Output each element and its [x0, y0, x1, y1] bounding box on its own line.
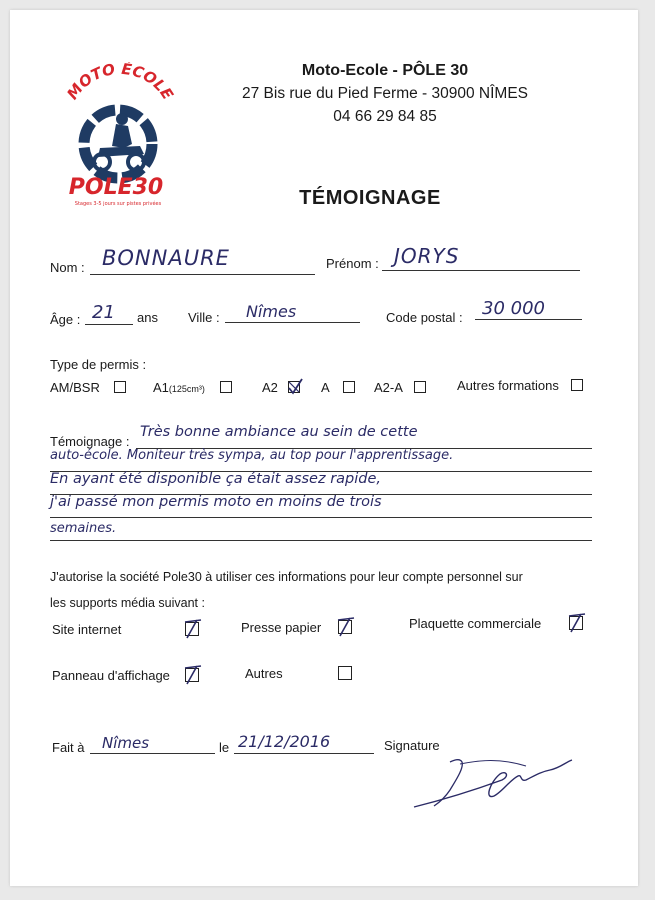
- logo-brand: POLE30: [68, 175, 164, 200]
- autorisation-line-1: J'autorise la société Pole30 à utiliser ces informations pour leur compte personnel sur: [50, 570, 523, 584]
- media-label-plaquette-commerciale: Plaquette commerciale: [409, 616, 542, 631]
- page-title: TÉMOIGNAGE: [299, 187, 441, 209]
- media-checkbox-site-internet[interactable]: [185, 622, 199, 636]
- check-mark-icon: [286, 377, 304, 397]
- media-checkbox-presse-papier[interactable]: [338, 620, 352, 634]
- permis-title: Type de permis :: [50, 357, 147, 372]
- ans-label: ans: [137, 310, 158, 325]
- fait-line: [90, 753, 215, 754]
- temoignage-line-4: [50, 540, 592, 541]
- permis-checkbox-a2[interactable]: [288, 381, 300, 393]
- svg-text:MOTO ÉCOLE: [63, 62, 177, 104]
- ville-line: [225, 322, 360, 323]
- permis-checkbox-a1[interactable]: [220, 381, 232, 393]
- temoignage-text-3[interactable]: j'ai passé mon permis moto en moins de trois: [50, 494, 382, 510]
- school-name: Moto-Ecole - PÔLE 30: [301, 62, 469, 79]
- media-checkbox-autres[interactable]: [338, 666, 352, 680]
- logo-tagline: Stages 3-5 jours sur pistes privées: [74, 201, 162, 207]
- cp-value[interactable]: 30 000: [482, 298, 545, 319]
- check-mark-icon: [183, 664, 203, 686]
- fait-value[interactable]: Nîmes: [102, 734, 150, 752]
- prenom-line: [382, 270, 580, 271]
- prenom-label: Prénom :: [326, 256, 379, 271]
- permis-checkbox-autres-formations[interactable]: [571, 379, 583, 391]
- cp-label: Code postal :: [386, 310, 463, 325]
- pole30-logo: [52, 62, 182, 212]
- ville-value[interactable]: Nîmes: [246, 302, 297, 321]
- nom-label: Nom :: [50, 260, 85, 275]
- media-label-presse-papier: Presse papier: [241, 620, 322, 635]
- le-label: le: [219, 740, 230, 755]
- nom-line: [90, 274, 315, 275]
- permis-label-ambsr: AM/BSR: [50, 380, 100, 395]
- permis-label-a1: A1(125cm³): [153, 380, 205, 395]
- nom-value[interactable]: BONNAURE: [102, 246, 230, 270]
- age-value[interactable]: 21: [92, 302, 115, 323]
- age-label: Âge :: [50, 312, 81, 327]
- date-line: [234, 753, 374, 754]
- permis-checkbox-a2a[interactable]: [414, 381, 426, 393]
- signature-scribble: [410, 750, 580, 810]
- temoignage-text-1[interactable]: auto-école. Moniteur très sympa, au top pour l'apprentissage.: [50, 448, 454, 463]
- signature-label: Signature: [384, 738, 440, 753]
- temoignage-label: Témoignage :: [50, 434, 130, 449]
- permis-label-a: A: [321, 380, 330, 395]
- temoignage-line-3: [50, 517, 592, 518]
- fait-label: Fait à: [52, 740, 85, 755]
- permis-checkbox-ambsr[interactable]: [114, 381, 126, 393]
- age-line: [85, 324, 133, 325]
- prenom-value[interactable]: JORYS: [394, 244, 460, 268]
- logo-arc-text: MOTO ÉCOLE: [63, 62, 177, 103]
- form-page: [10, 10, 638, 886]
- ville-label: Ville :: [188, 310, 220, 325]
- temoignage-text-0[interactable]: Très bonne ambiance au sein de cette: [140, 424, 418, 440]
- temoignage-text-4[interactable]: semaines.: [50, 521, 117, 536]
- permis-label-autres-formations: Autres formations: [457, 378, 559, 393]
- permis-checkbox-a[interactable]: [343, 381, 355, 393]
- temoignage-text-2[interactable]: En ayant été disponible ça était assez rapide,: [50, 471, 382, 487]
- school-phone: 04 66 29 84 85: [333, 108, 437, 125]
- autorisation-line-2: les supports média suivant :: [50, 596, 205, 610]
- check-mark-icon: [183, 618, 203, 640]
- check-mark-icon: [336, 616, 356, 638]
- cp-line: [475, 319, 582, 320]
- date-value[interactable]: 21/12/2016: [238, 732, 331, 751]
- media-label-panneau-affichage: Panneau d'affichage: [52, 668, 170, 683]
- media-label-site-internet: Site internet: [52, 622, 122, 637]
- media-checkbox-panneau-affichage[interactable]: [185, 668, 199, 682]
- check-mark-icon: [567, 612, 587, 634]
- media-label-autres: Autres: [245, 666, 283, 681]
- permis-label-a2: A2: [262, 380, 278, 395]
- media-checkbox-plaquette-commerciale[interactable]: [569, 616, 583, 630]
- school-address: 27 Bis rue du Pied Ferme - 30900 NÎMES: [241, 85, 529, 102]
- permis-label-a2a: A2-A: [374, 380, 403, 395]
